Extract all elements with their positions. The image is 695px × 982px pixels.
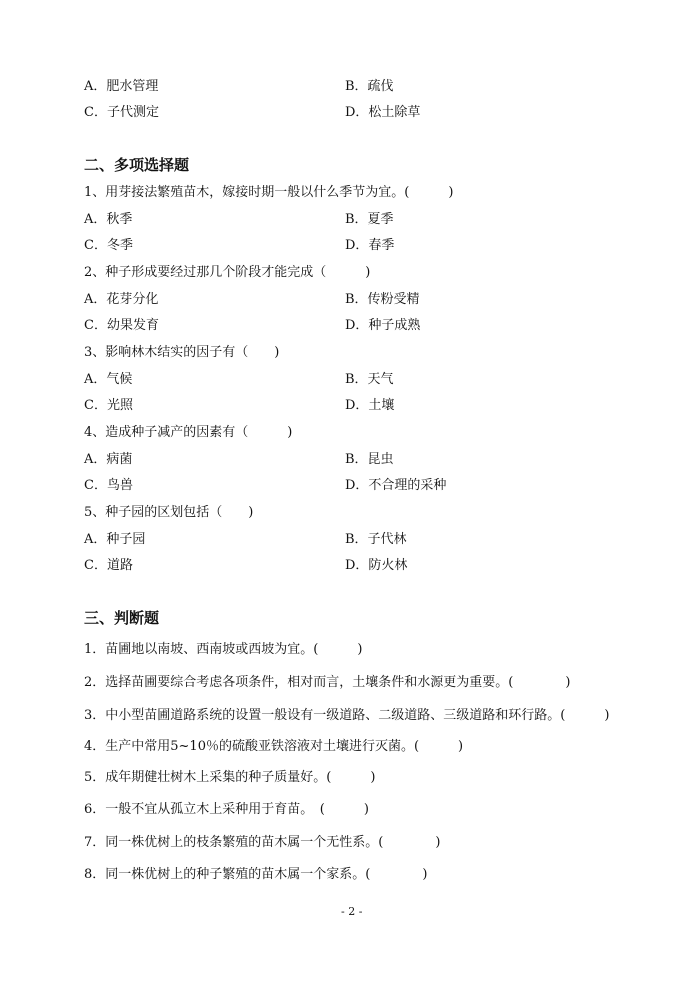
option-b: B．天气	[345, 372, 394, 387]
question-text: 5、种子园的区划包括（ )	[84, 505, 254, 520]
option-d: D．种子成熟	[345, 318, 421, 333]
option-d: D．春季	[345, 238, 395, 253]
option-d: D．松土除草	[345, 105, 421, 120]
option-b: B．传粉受精	[345, 292, 420, 307]
option-a: A．气候	[84, 372, 133, 387]
option-c: C．子代测定	[84, 105, 159, 120]
true-false-item: 4．生产中常用5~10％的硫酸亚铁溶液对土壤进行灭菌。( )	[84, 739, 464, 754]
true-false-item: 8．同一株优树上的种子繁殖的苗木属一个家系。( )	[84, 867, 428, 882]
true-false-item: 5．成年期健壮树木上采集的种子质量好。( )	[84, 770, 376, 785]
option-b: B．疏伐	[345, 79, 394, 94]
page-number: - 2 -	[341, 905, 363, 918]
true-false-item: 2．选择苗圃要综合考虑各项条件，相对而言，土壤条件和水源更为重要。( )	[84, 675, 571, 690]
option-a: A．肥水管理	[84, 79, 159, 94]
question-text: 2、种子形成要经过那几个阶段才能完成（ )	[84, 265, 371, 280]
true-false-item: 1．苗圃地以南坡、西南坡或西坡为宜。( )	[84, 642, 363, 657]
option-d: D．土壤	[345, 398, 395, 413]
option-c: C．光照	[84, 398, 133, 413]
true-false-item: 7．同一株优树上的枝条繁殖的苗木属一个无性系。( )	[84, 835, 441, 850]
question-text: 1、用芽接法繁殖苗木，嫁接时期一般以什么季节为宜。( )	[84, 185, 454, 200]
section-heading: 三、判断题	[84, 609, 160, 627]
option-c: C．冬季	[84, 238, 133, 253]
option-c: C．幼果发育	[84, 318, 159, 333]
option-c: C．道路	[84, 558, 133, 573]
true-false-item: 6．一般不宜从孤立木上采种用于育苗。 ( )	[84, 802, 369, 817]
section-heading: 二、多项选择题	[84, 156, 190, 174]
option-d: D．防火林	[345, 558, 408, 573]
option-a: A．花芽分化	[84, 292, 159, 307]
question-text: 3、影响林木结实的因子有（ )	[84, 345, 280, 360]
option-d: D．不合理的采种	[345, 478, 447, 493]
true-false-item: 3．中小型苗圃道路系统的设置一般设有一级道路、二级道路、三级道路和环行路。( )	[84, 708, 610, 723]
option-c: C．鸟兽	[84, 478, 133, 493]
question-text: 4、造成种子减产的因素有（ )	[84, 425, 293, 440]
option-a: A．秋季	[84, 212, 133, 227]
option-b: B．子代林	[345, 532, 407, 547]
option-b: B．昆虫	[345, 452, 394, 467]
option-a: A．病菌	[84, 452, 133, 467]
option-a: A．种子园	[84, 532, 146, 547]
option-b: B．夏季	[345, 212, 394, 227]
